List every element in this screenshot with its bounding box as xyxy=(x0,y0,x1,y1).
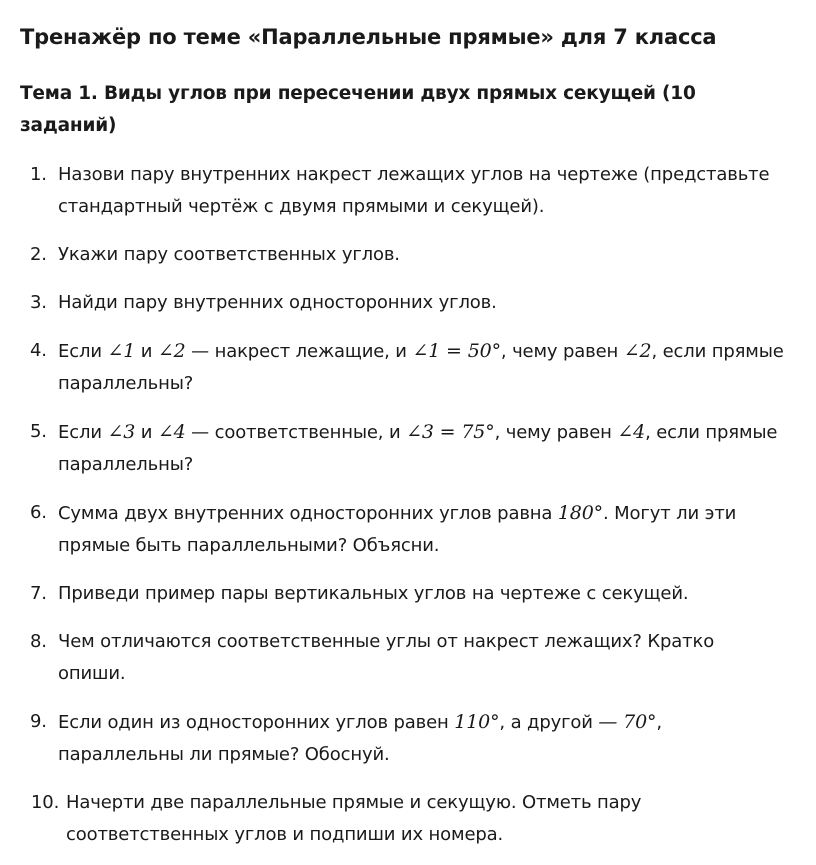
task-item-1 xyxy=(20,159,786,223)
task-item-9 xyxy=(20,706,786,771)
task-text: Приведи пример пары вертикальных углов на чертеже с секущей. xyxy=(58,583,689,604)
task-number: 8. xyxy=(30,631,47,652)
task-number: 5. xyxy=(30,421,47,442)
math-angle: ∠2 xyxy=(157,340,186,362)
task-text: Если xyxy=(58,422,108,443)
task-number: 7. xyxy=(30,583,47,604)
math-angle: ∠4 xyxy=(617,421,646,443)
task-number: 6. xyxy=(30,502,47,523)
math-equation: ∠1 = 50° xyxy=(412,340,501,362)
task-number: 10. xyxy=(31,792,60,813)
task-text: Найди пару внутренних односторонних углов. xyxy=(58,292,497,313)
task-number: 4. xyxy=(30,340,47,361)
math-value: 110° xyxy=(454,711,500,733)
task-item-8 xyxy=(20,626,786,690)
math-angle: ∠2 xyxy=(623,340,652,362)
task-item-10 xyxy=(20,787,786,851)
task-text: — накрест лежащие, и xyxy=(185,341,413,362)
task-text: , чему равен xyxy=(500,341,624,362)
task-text: Укажи пару соответственных углов. xyxy=(58,244,400,265)
math-equation: ∠3 = 75° xyxy=(406,421,495,443)
task-item-7 xyxy=(20,578,786,610)
task-text: и xyxy=(135,341,158,362)
task-text: Начерти две параллельные прямые и секущую. Отметь пару соответственных углов и подпиши их номера. xyxy=(66,792,642,845)
math-angle: ∠3 xyxy=(107,421,136,443)
task-text: , если прямые параллельны? xyxy=(58,341,784,394)
task-text: , если прямые параллельны? xyxy=(58,422,778,475)
math-value: — 70° xyxy=(598,711,657,733)
task-text: Чем отличаются соответственные углы от накрест лежащих? Кратко опиши. xyxy=(58,631,715,684)
task-list xyxy=(20,159,786,851)
task-text: Назови пару внутренних накрест лежащих углов на чертеже (представьте стандартный чертёж с двумя прямыми и секущей). xyxy=(58,164,770,217)
task-item-2 xyxy=(20,239,786,271)
task-item-6 xyxy=(20,497,786,562)
task-number: 1. xyxy=(30,164,47,185)
task-number: 3. xyxy=(30,292,47,313)
math-value: 180° xyxy=(557,502,604,524)
task-item-5 xyxy=(20,416,786,481)
task-text: , параллельны ли прямые? Обоснуй. xyxy=(58,712,662,765)
math-angle: ∠1 xyxy=(107,340,136,362)
task-text: Если один из односторонних углов равен xyxy=(58,712,455,733)
math-angle: ∠4 xyxy=(157,421,186,443)
task-item-4 xyxy=(20,335,786,400)
section-heading: Тема 1. Виды углов при пересечении двух прямых секущей (10 заданий) xyxy=(20,83,696,136)
task-text: Если xyxy=(58,341,108,362)
task-text: — соответственные, и xyxy=(185,422,407,443)
task-text: , а другой xyxy=(499,712,599,733)
task-number: 9. xyxy=(30,711,47,732)
task-item-3 xyxy=(20,287,786,319)
task-number: 2. xyxy=(30,244,47,265)
task-text: Сумма двух внутренних односторонних углов равна xyxy=(58,503,558,524)
task-text: , чему равен xyxy=(494,422,618,443)
task-text: . Могут ли эти прямые быть параллельными? Объясни. xyxy=(58,503,737,556)
page-title: Тренажёр по теме «Параллельные прямые» для 7 класса xyxy=(20,25,717,49)
task-text: и xyxy=(135,422,158,443)
